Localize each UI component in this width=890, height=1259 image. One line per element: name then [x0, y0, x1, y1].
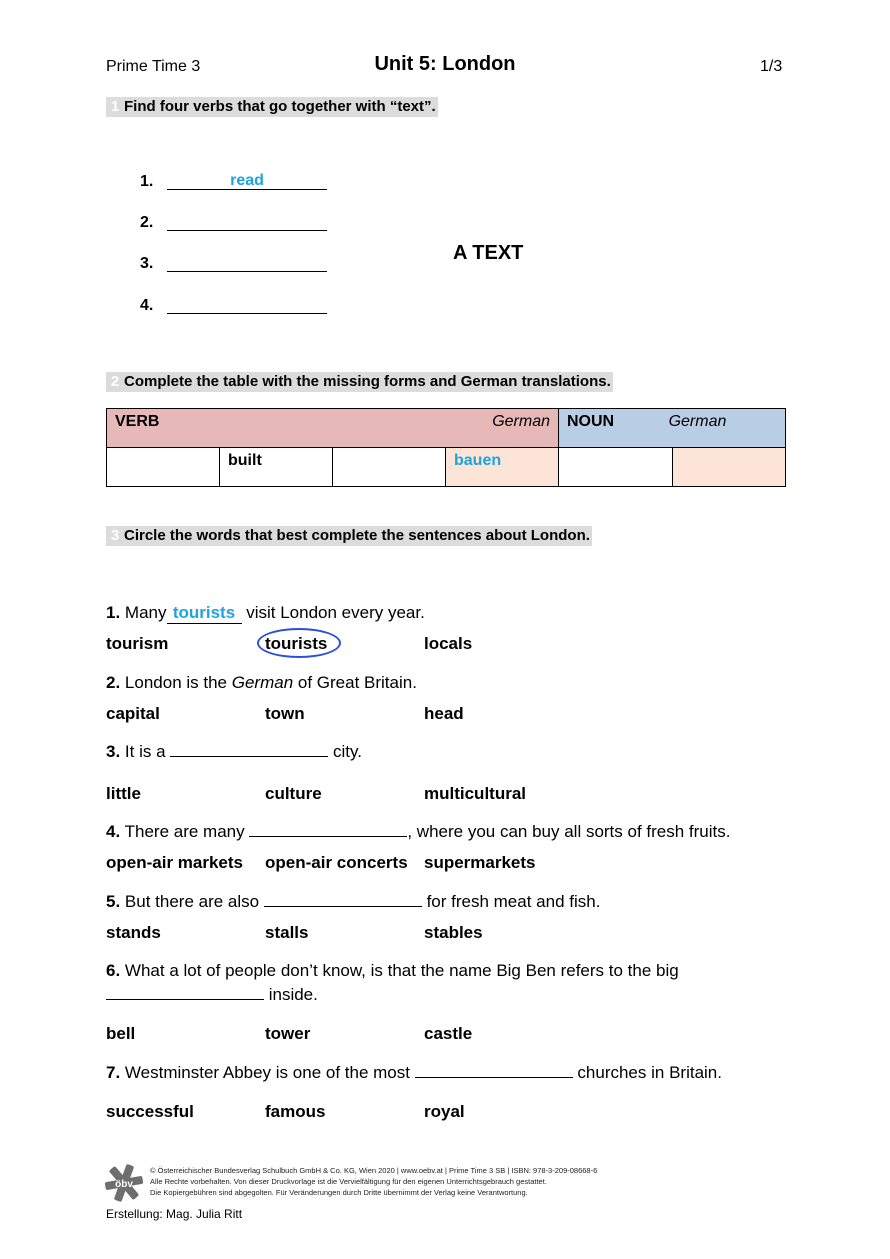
- sentence-5-option-2[interactable]: stalls: [265, 923, 309, 942]
- task1-blank-3[interactable]: [167, 256, 327, 272]
- sentence-3: 3. It is a city.: [106, 742, 362, 761]
- task1-number: 1: [110, 98, 120, 115]
- sentence-3-option-3[interactable]: multicultural: [424, 784, 527, 803]
- sentence-6-option-2[interactable]: tower: [265, 1024, 311, 1043]
- sentence-5: 5. But there are also for fresh meat and fish.: [106, 892, 601, 911]
- task2-instruction: Complete the table with the missing forms and German translations.: [124, 373, 611, 390]
- cell-verb-german[interactable]: [446, 448, 559, 487]
- sentence-1-option-3[interactable]: locals: [424, 634, 473, 653]
- task1-item-3-num: 3.: [140, 255, 154, 272]
- header-course: Prime Time 3: [106, 58, 201, 75]
- sentence-1-option-2[interactable]: tourists: [265, 634, 328, 653]
- sentence-6-option-3[interactable]: castle: [424, 1024, 473, 1043]
- cell-participle[interactable]: [333, 448, 446, 487]
- sentence-6: 6. What a lot of people don’t know, is that the name Big Ben refers to the big: [106, 961, 679, 980]
- publisher-logo-icon: [104, 1164, 144, 1202]
- cell-noun-german[interactable]: [672, 448, 786, 487]
- a-text-label: A TEXT: [453, 242, 524, 264]
- sentence-6-line-2: inside.: [106, 985, 318, 1005]
- sentence-5-option-1[interactable]: stands: [106, 923, 161, 942]
- sentence-4-blank[interactable]: [249, 822, 407, 837]
- noun-german-header: German: [668, 413, 727, 430]
- copyright-notice: © Österreichischer Bundesverlag Schulbuch GmbH & Co. KG, Wien 2020 | www.oebv.at | Prime Time 3 SB | ISBN: 978-3-209-08668-6 Alle Rechte vorbehalten. Von dieser Druckvorlage ist die Vervielfältigung für den eigenen Unterrichtsgebrauch gestattet. Die Kopiergebühren sind abgegolten. Für Veränderungen durch Dritte übernimmt der Verlag keine Verantwortung.: [150, 1166, 598, 1197]
- task1-instruction: Find four verbs that go together with “text”.: [124, 98, 436, 115]
- task2-number: 2: [110, 373, 120, 390]
- author-credit: Erstellung: Mag. Julia Ritt: [106, 1207, 243, 1221]
- sentence-3-option-2[interactable]: culture: [265, 784, 322, 803]
- task3-instruction: Circle the words that best complete the sentences about London.: [124, 527, 590, 544]
- sentence-4-option-3[interactable]: supermarkets: [424, 853, 536, 872]
- task1-blank-4[interactable]: [167, 298, 327, 314]
- sentence-5-option-3[interactable]: stables: [424, 923, 483, 942]
- task1-item-2-num: 2.: [140, 214, 154, 231]
- task3-heading: [106, 526, 592, 546]
- sentence-2: 2. London is the German of Great Britain.: [106, 673, 417, 692]
- sentence-2-option-2[interactable]: town: [265, 704, 305, 723]
- sentence-7-option-1[interactable]: successful: [106, 1102, 194, 1121]
- noun-header-cell: [559, 409, 786, 448]
- sentence-7-blank[interactable]: [415, 1063, 573, 1078]
- forms-table: [106, 408, 786, 487]
- task1-item-4-num: 4.: [140, 297, 154, 314]
- sentence-4-option-2[interactable]: open-air concerts: [265, 853, 408, 872]
- cell-infinitive[interactable]: [107, 448, 220, 487]
- cell-noun[interactable]: [559, 448, 673, 487]
- task1-blank-2[interactable]: [167, 215, 327, 231]
- cell-verb-german-text: bauen: [454, 452, 502, 469]
- task1-item-1-num: 1.: [140, 173, 154, 190]
- task1-heading: [106, 97, 438, 117]
- sentence-4-option-1[interactable]: open-air markets: [106, 853, 243, 872]
- task1-answer-1: read: [230, 172, 264, 189]
- verb-header: VERB: [115, 413, 160, 430]
- sentence-1-answer[interactable]: tourists: [167, 603, 242, 624]
- sentence-2-option-1[interactable]: capital: [106, 704, 160, 723]
- answer-circle: [257, 628, 341, 658]
- noun-header: NOUN: [567, 413, 615, 430]
- sentence-6-option-1[interactable]: bell: [106, 1024, 136, 1043]
- cell-past-text: built: [228, 452, 262, 469]
- task2-heading: [106, 372, 613, 392]
- sentence-3-option-1[interactable]: little: [106, 784, 141, 803]
- sentence-5-blank[interactable]: [264, 892, 422, 907]
- verb-german-header: German: [492, 413, 550, 430]
- sentence-1: 1. Many tourists visit London every year.: [106, 603, 425, 622]
- sentence-7: 7. Westminster Abbey is one of the most churches in Britain.: [106, 1063, 722, 1082]
- page-title: Unit 5: London: [374, 53, 516, 75]
- sentence-7-option-2[interactable]: famous: [265, 1102, 326, 1121]
- verb-header-cell: [107, 409, 559, 448]
- logo-text: öbv: [115, 1179, 133, 1190]
- sentence-4: 4. There are many , where you can buy all sorts of fresh fruits.: [106, 822, 731, 841]
- task3-number: 3: [110, 527, 120, 544]
- page-number: 1/3: [760, 58, 783, 75]
- sentence-6-blank[interactable]: [106, 985, 264, 1000]
- cell-past[interactable]: [220, 448, 333, 487]
- sentence-1-option-1[interactable]: tourism: [106, 634, 169, 653]
- sentence-3-blank[interactable]: [170, 742, 328, 757]
- sentence-7-option-3[interactable]: royal: [424, 1102, 465, 1121]
- sentence-2-option-3[interactable]: head: [424, 704, 464, 723]
